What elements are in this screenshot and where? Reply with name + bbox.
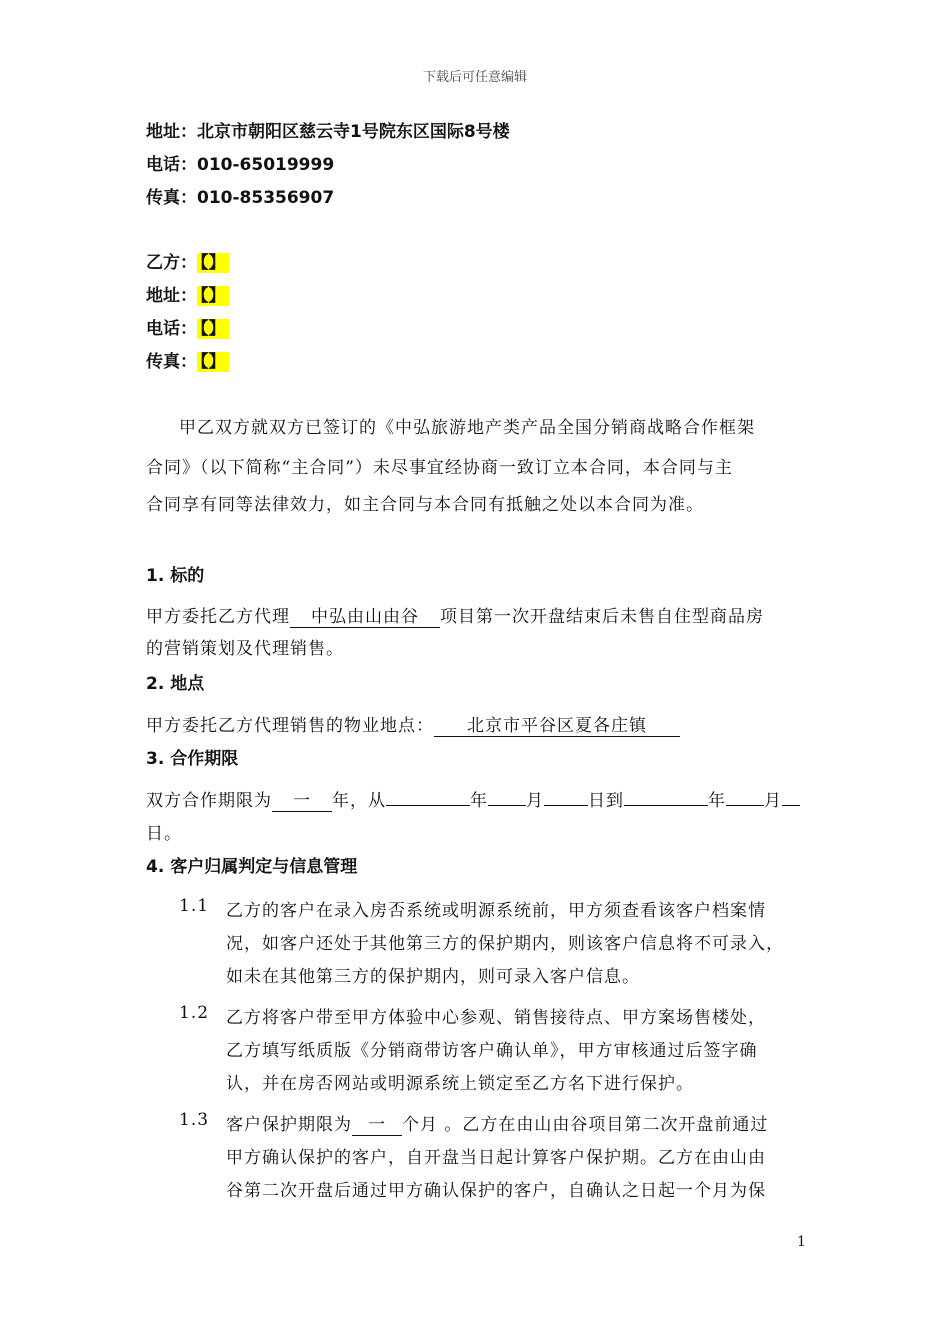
item-1-2-line-3: 认，并在房否网站或明源系统上锁定至乙方名下进行保护。	[226, 1074, 694, 1094]
item-1-1-number: 1.1	[179, 896, 210, 916]
party-b-phone-label: 电话：	[146, 319, 197, 339]
party-b-name-placeholder: 【】	[197, 253, 229, 273]
section-3-year-label-2: 年	[708, 791, 726, 811]
section-3-day-to: 日到	[588, 791, 624, 811]
section-1-line-2: 的营销策划及代理销售。	[146, 639, 344, 659]
section-3-end-year-blank	[624, 805, 708, 806]
section-3-pre: 双方合作期限为	[146, 791, 272, 811]
section-3-line-2: 日。	[146, 824, 182, 844]
item-1-3-line-1	[226, 1110, 768, 1136]
item-1-3-pre: 客户保护期限为	[226, 1115, 352, 1135]
party-a-phone: 电话：010-65019999	[146, 155, 335, 175]
item-1-3-number: 1.3	[179, 1110, 210, 1130]
section-1-heading: 1. 标的	[146, 566, 205, 586]
item-1-1-line-2: 况，如客户还处于其他第三方的保护期内，则该客户信息将不可录入，	[226, 934, 784, 954]
section-3-year-label-1: 年	[470, 791, 488, 811]
section-2-line	[146, 711, 680, 737]
page-number: 1	[797, 1234, 806, 1250]
party-b-fax-row	[146, 347, 229, 372]
intro-line-2: 合同》（以下简称“主合同”）未尽事宜经协商一致订立本合同，本合同与主	[146, 458, 733, 478]
section-3-heading: 3. 合作期限	[146, 749, 239, 769]
intro-line-3: 合同享有同等法律效力，如主合同与本合同有抵触之处以本合同为准。	[146, 495, 704, 515]
item-1-1-line-1: 乙方的客户在录入房否系统或明源系统前，甲方须查看该客户档案情	[226, 901, 766, 921]
party-b-address-placeholder: 【】	[197, 286, 229, 306]
section-2-heading: 2. 地点	[146, 674, 205, 694]
section-3-year-from: 年，从	[332, 791, 386, 811]
party-b-name-label: 乙方：	[146, 253, 197, 273]
item-1-3-post: 个月 。乙方在由山由谷项目第二次开盘前通过	[402, 1115, 769, 1135]
section-1-project: 中弘由山由谷	[290, 609, 440, 628]
party-a-address: 地址：北京市朝阳区慈云寺1号院东区国际8号楼	[146, 122, 510, 142]
item-1-1-line-3: 如未在其他第三方的保护期内，则可录入客户信息。	[226, 967, 640, 987]
party-b-address-row	[146, 281, 229, 306]
section-1-post: 项目第一次开盘结束后未售自住型商品房	[440, 607, 764, 627]
section-3-start-day-blank	[544, 805, 588, 806]
section-3-start-year-blank	[386, 805, 470, 806]
item-1-2-line-1: 乙方将客户带至甲方体验中心参观、销售接待点、甲方案场售楼处，	[226, 1008, 766, 1028]
section-4-heading: 4. 客户归属判定与信息管理	[146, 857, 358, 877]
section-2-location: 北京市平谷区夏各庄镇	[434, 718, 680, 737]
intro-line-1: 甲乙双方就双方已签订的《中弘旅游地产类产品全国分销商战略合作框架	[179, 418, 755, 438]
section-3-term: 一	[272, 793, 332, 812]
section-1-pre: 甲方委托乙方代理	[146, 607, 290, 627]
section-3-start-month-blank	[488, 805, 526, 806]
item-1-2-number: 1.2	[179, 1003, 210, 1023]
party-b-address-label: 地址：	[146, 286, 197, 306]
section-3-end-day-blank	[782, 805, 800, 806]
party-b-name-row	[146, 248, 229, 273]
party-a-fax: 传真：010-85356907	[146, 188, 335, 208]
party-b-phone-placeholder: 【】	[197, 319, 229, 339]
section-3-line-1	[146, 786, 800, 812]
section-3-month-label-1: 月	[526, 791, 544, 811]
item-1-3-line-2: 甲方确认保护的客户，自开盘当日起计算客户保护期。乙方在由山由	[226, 1148, 766, 1168]
party-b-fax-placeholder: 【】	[197, 352, 229, 372]
header-note: 下载后可任意编辑	[422, 70, 527, 85]
item-1-3-period: 一	[352, 1117, 402, 1136]
party-b-phone-row	[146, 314, 229, 339]
section-2-pre: 甲方委托乙方代理销售的物业地点：	[146, 716, 434, 736]
item-1-3-line-3: 谷第二次开盘后通过甲方确认保护的客户，自确认之日起一个月为保	[226, 1181, 766, 1201]
section-3-month-label-2: 月	[764, 791, 782, 811]
item-1-2-line-2: 乙方填写纸质版《分销商带访客户确认单》，甲方审核通过后签字确	[226, 1041, 758, 1061]
party-b-fax-label: 传真：	[146, 352, 197, 372]
section-3-end-month-blank	[726, 805, 764, 806]
section-1-line-1	[146, 602, 764, 628]
